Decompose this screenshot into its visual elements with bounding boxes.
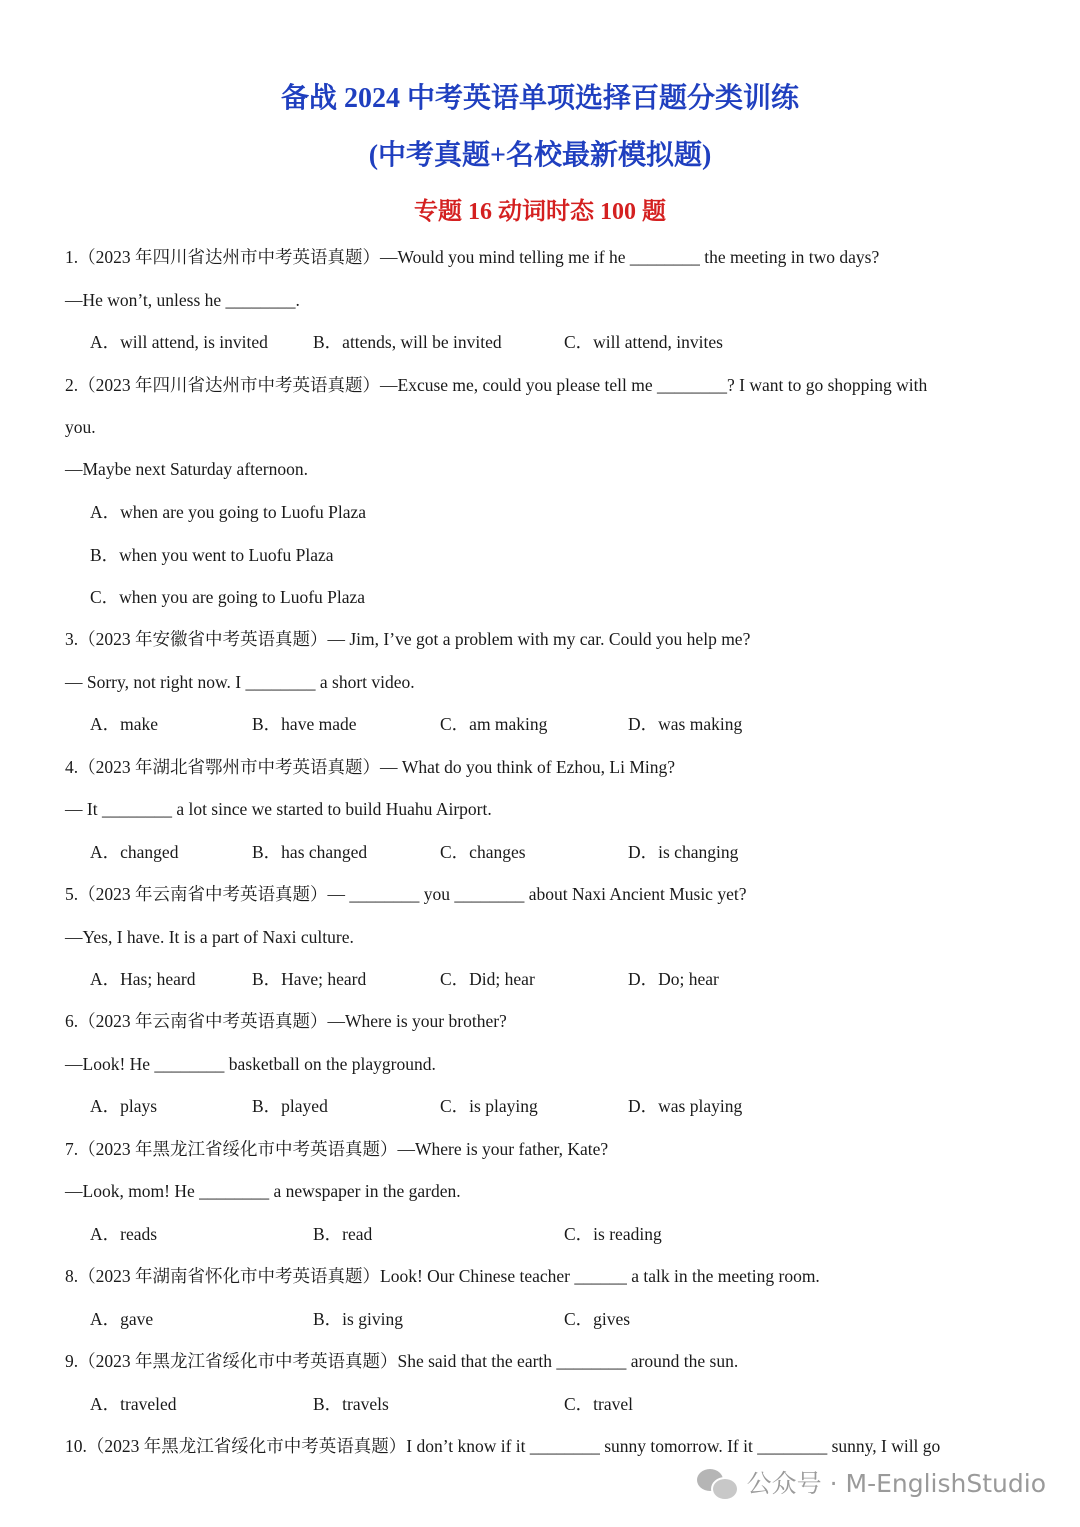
question-9-stem: 9.（2023 年黑龙江省绥化市中考英语真题）She said that the earth ________ around the sun. (65, 1351, 739, 1371)
question-1-stem: 1.（2023 年四川省达州市中考英语真题）—Would you mind telling me if he ________ the meeting in two days? (65, 247, 880, 267)
question-10-stem: 10.（2023 年黑龙江省绥化市中考英语真题）I don’t know if it ________ sunny tomorrow. If it ________ sunny, I will go (65, 1436, 941, 1456)
question-3-stem: 3.（2023 年安徽省中考英语真题）— Jim, I’ve got a problem with my car. Could you help me? (65, 629, 751, 649)
question-2-option-a[interactable]: A．when are you going to Luofu Plaza (90, 502, 367, 522)
question-5-option-d[interactable]: D．Do; hear (628, 969, 719, 989)
question-1-option-c[interactable]: C．will attend, invites (564, 332, 723, 352)
question-5-option-b[interactable]: B．Have; heard (252, 969, 367, 989)
question-7-stem: 7.（2023 年黑龙江省绥化市中考英语真题）—Where is your father, Kate? (65, 1139, 609, 1159)
question-9-option-a[interactable]: A．traveled (90, 1394, 177, 1414)
question-7-option-a[interactable]: A．reads (90, 1224, 158, 1244)
question-2-option-c[interactable]: C．when you are going to Luofu Plaza (90, 587, 366, 607)
question-5-stem: 5.（2023 年云南省中考英语真题）— ________ you ________ about Naxi Ancient Music yet? (65, 884, 747, 904)
question-5-option-a[interactable]: A．Has; heard (90, 969, 196, 989)
question-3-option-d[interactable]: D．was making (628, 714, 743, 734)
question-4-option-c[interactable]: C．changes (440, 842, 526, 862)
question-7-option-b[interactable]: B．read (313, 1224, 373, 1244)
question-2-option-b[interactable]: B．when you went to Luofu Plaza (90, 545, 334, 565)
page-title: 备战 2024 中考英语单项选择百题分类训练 (280, 83, 799, 114)
wechat-icon (697, 1465, 737, 1499)
question-7-option-c[interactable]: C．is reading (564, 1224, 662, 1244)
question-2-response: —Maybe next Saturday afternoon. (65, 459, 308, 479)
question-5-option-c[interactable]: C．Did; hear (440, 969, 535, 989)
question-9-option-c[interactable]: C．travel (564, 1394, 634, 1414)
question-6-response: —Look! He ________ basketball on the playground. (65, 1054, 436, 1074)
question-8-stem: 8.（2023 年湖南省怀化市中考英语真题）Look! Our Chinese teacher ______ a talk in the meeting room. (65, 1266, 820, 1286)
question-6-stem: 6.（2023 年云南省中考英语真题）—Where is your brother? (65, 1011, 507, 1031)
question-4-option-d[interactable]: D．is changing (628, 842, 739, 862)
question-4-option-a[interactable]: A．changed (90, 842, 179, 862)
question-8-option-c[interactable]: C．gives (564, 1309, 631, 1329)
question-6-option-b[interactable]: B．played (252, 1096, 328, 1116)
question-6-option-c[interactable]: C．is playing (440, 1096, 538, 1116)
question-6-option-d[interactable]: D．was playing (628, 1096, 743, 1116)
question-6-option-a[interactable]: A．plays (90, 1096, 158, 1116)
question-2-stem: 2.（2023 年四川省达州市中考英语真题）—Excuse me, could you please tell me ________? I want to go shopping with (65, 375, 928, 395)
question-3-option-a[interactable]: A．make (90, 714, 159, 734)
question-4-stem: 4.（2023 年湖北省鄂州市中考英语真题）— What do you think of Ezhou, Li Ming? (65, 757, 676, 777)
question-8-option-a[interactable]: A．gave (90, 1309, 154, 1329)
question-8-option-b[interactable]: B．is giving (313, 1309, 403, 1329)
question-5-response: —Yes, I have. It is a part of Naxi culture. (65, 927, 354, 947)
question-1-response: —He won’t, unless he ________. (65, 290, 300, 310)
question-7-response: —Look, mom! He ________ a newspaper in the garden. (65, 1181, 461, 1201)
page-subtitle: (中考真题+名校最新模拟题) (368, 140, 712, 171)
question-3-response: — Sorry, not right now. I ________ a short video. (65, 672, 415, 692)
question-1-option-a[interactable]: A．will attend, is invited (90, 332, 268, 352)
question-3-option-b[interactable]: B．have made (252, 714, 357, 734)
question-9-option-b[interactable]: B．travels (313, 1394, 389, 1414)
watermark (697, 1464, 1046, 1500)
question-3-option-c[interactable]: C．am making (440, 714, 548, 734)
question-4-response: — It ________ a lot since we started to build Huahu Airport. (65, 799, 492, 819)
question-1-option-b[interactable]: B．attends, will be invited (313, 332, 502, 352)
topic-heading: 专题 16 动词时态 100 题 (414, 199, 666, 225)
watermark-text: 公众号 · M-EnglishStudio (746, 1469, 1046, 1498)
question-2-stem-cont: you. (65, 417, 96, 437)
question-4-option-b[interactable]: B．has changed (252, 842, 368, 862)
